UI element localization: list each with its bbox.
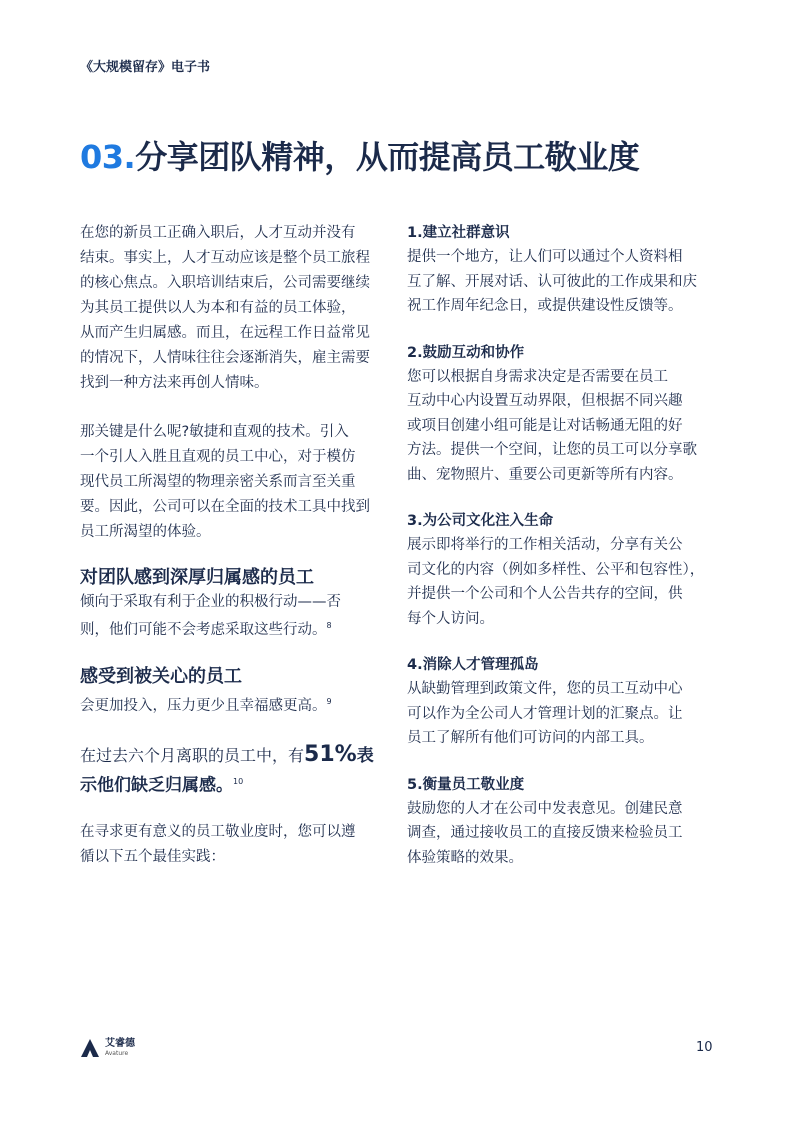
line: 在寻求更有意义的员工敬业度时，您可以遵 [80, 823, 356, 840]
practice-item [407, 221, 717, 319]
section-heading [80, 132, 639, 178]
closing-paragraph [80, 820, 390, 870]
line: 结束。事实上，人才互动应该是整个员工旅程 [80, 250, 370, 266]
line: 则，他们可能不会考虑采取这些行动。 [80, 621, 327, 638]
line: 可以作为全公司人才管理计划的汇聚点。让 [407, 705, 683, 722]
practice-text [407, 365, 717, 488]
practice-item [407, 653, 717, 751]
line: 方法。提供一个空间，让您的员工可以分享歌 [407, 442, 697, 458]
line: 会更加投入，压力更少且幸福感更高。 [80, 697, 327, 714]
footnote-ref: 8 [326, 621, 332, 630]
line: 每个人访问。 [407, 610, 494, 627]
practice-text [407, 797, 717, 871]
stat2-heading: 感受到被关心的员工 [80, 665, 242, 687]
line: 员工所渴望的体验。 [80, 524, 211, 540]
practice-title: 5.衡量员工敬业度 [407, 776, 525, 793]
line: 互动中心内设置互动界限，但根据不同兴趣 [407, 393, 683, 409]
left-column [80, 221, 390, 870]
page-number: 10 [696, 1040, 713, 1055]
practice-title: 4.消除人才管理孤岛 [407, 657, 539, 673]
line: 从而产生归属感。而且，在远程工作日益常见 [80, 325, 370, 341]
practice-title: 3.为公司文化注入生命 [407, 513, 554, 529]
line: 并提供一个公司和个人公告共存的空间，供 [407, 586, 683, 602]
stat3 [80, 742, 390, 798]
practice-text [407, 245, 717, 319]
line: 那关键是什么呢?敏捷和直观的技术。引入 [80, 424, 349, 440]
practice-title: 2.鼓励互动和协作 [407, 344, 525, 361]
line: 提供一个地方，让人们可以通过个人资料相 [407, 249, 683, 265]
logo-en-text: Avature [105, 1050, 129, 1057]
stat3-prefix: 在过去六个月离职的员工中，有 [80, 745, 305, 765]
line: 体验策略的效果。 [407, 849, 523, 866]
practice-item [407, 341, 717, 488]
line: 您可以根据自身需求决定是否需要在员工 [407, 368, 668, 385]
book-title: 《大规模留存》电子书 [80, 60, 211, 75]
line: 现代员工所渴望的物理亲密关系而言至关重 [80, 474, 356, 490]
line: 循以下五个最佳实践： [80, 848, 225, 865]
stat3-percent: 51% [304, 741, 357, 767]
line: 找到一种方法来再创人情味。 [80, 375, 269, 391]
company-logo [80, 1038, 135, 1058]
line: 员工了解所有他们可访问的内部工具。 [407, 730, 654, 746]
logo-mark-icon [80, 1038, 100, 1058]
line: 的核心焦点。入职培训结束后，公司需要继续 [80, 275, 370, 291]
stat1-text [80, 591, 390, 642]
intro-paragraph [80, 221, 390, 396]
line: 在您的新员工正确入职后，人才互动并没有 [80, 225, 356, 241]
logo-cn-text: 艾睿德 [105, 1038, 135, 1049]
line: 调查，通过接收员工的直接反馈来检验员工 [407, 825, 683, 841]
footnote-ref: 10 [233, 776, 244, 786]
stat1-heading: 对团队感到深厚归属感的员工 [80, 567, 314, 588]
practice-title: 1.建立社群意识 [407, 225, 510, 241]
practice-item [407, 773, 717, 871]
line: 要。因此，公司可以在全面的技术工具中找到 [80, 499, 370, 515]
line: 司文化的内容（例如多样性、公平和包容性）， [407, 561, 705, 578]
key-paragraph [80, 420, 390, 545]
practice-text [407, 677, 717, 751]
section-number: 03. [80, 138, 136, 176]
right-column [407, 221, 717, 892]
line: 祝工作周年纪念日，或提供建设性反馈等。 [407, 298, 683, 314]
line: 或项目创建小组可能是让对话畅通无阻的好 [407, 417, 683, 434]
line: 为其员工提供以人为本和有益的员工体验， [80, 300, 356, 316]
line: 的情况下，人情味往往会逐渐消失，雇主需要 [80, 350, 370, 366]
stat2-text [80, 690, 390, 718]
line: 曲、宠物照片、重要公司更新等所有内容。 [407, 466, 683, 483]
line: 鼓励您的人才在公司中发表意见。创建民意 [407, 800, 683, 817]
section-title: 分享团队精神，从而提高员工敬业度 [135, 138, 640, 176]
practice-text [407, 533, 717, 631]
line: 一个引人入胜且直观的员工中心，对于模仿 [80, 449, 356, 465]
line: 倾向于采取有利于企业的积极行动——否 [80, 594, 341, 610]
stat3-suffix: 示他们缺乏归属感。 [80, 774, 233, 795]
footnote-ref: 9 [326, 696, 332, 706]
line: 展示即将举行的工作相关活动，分享有关公 [407, 537, 683, 553]
line: 从缺勤管理到政策文件，您的员工互动中心 [407, 681, 683, 697]
line: 互了解、开展对话、认可彼此的工作成果和庆 [407, 273, 697, 290]
practice-item [407, 509, 717, 631]
stat3-suffix: 表 [356, 745, 374, 766]
